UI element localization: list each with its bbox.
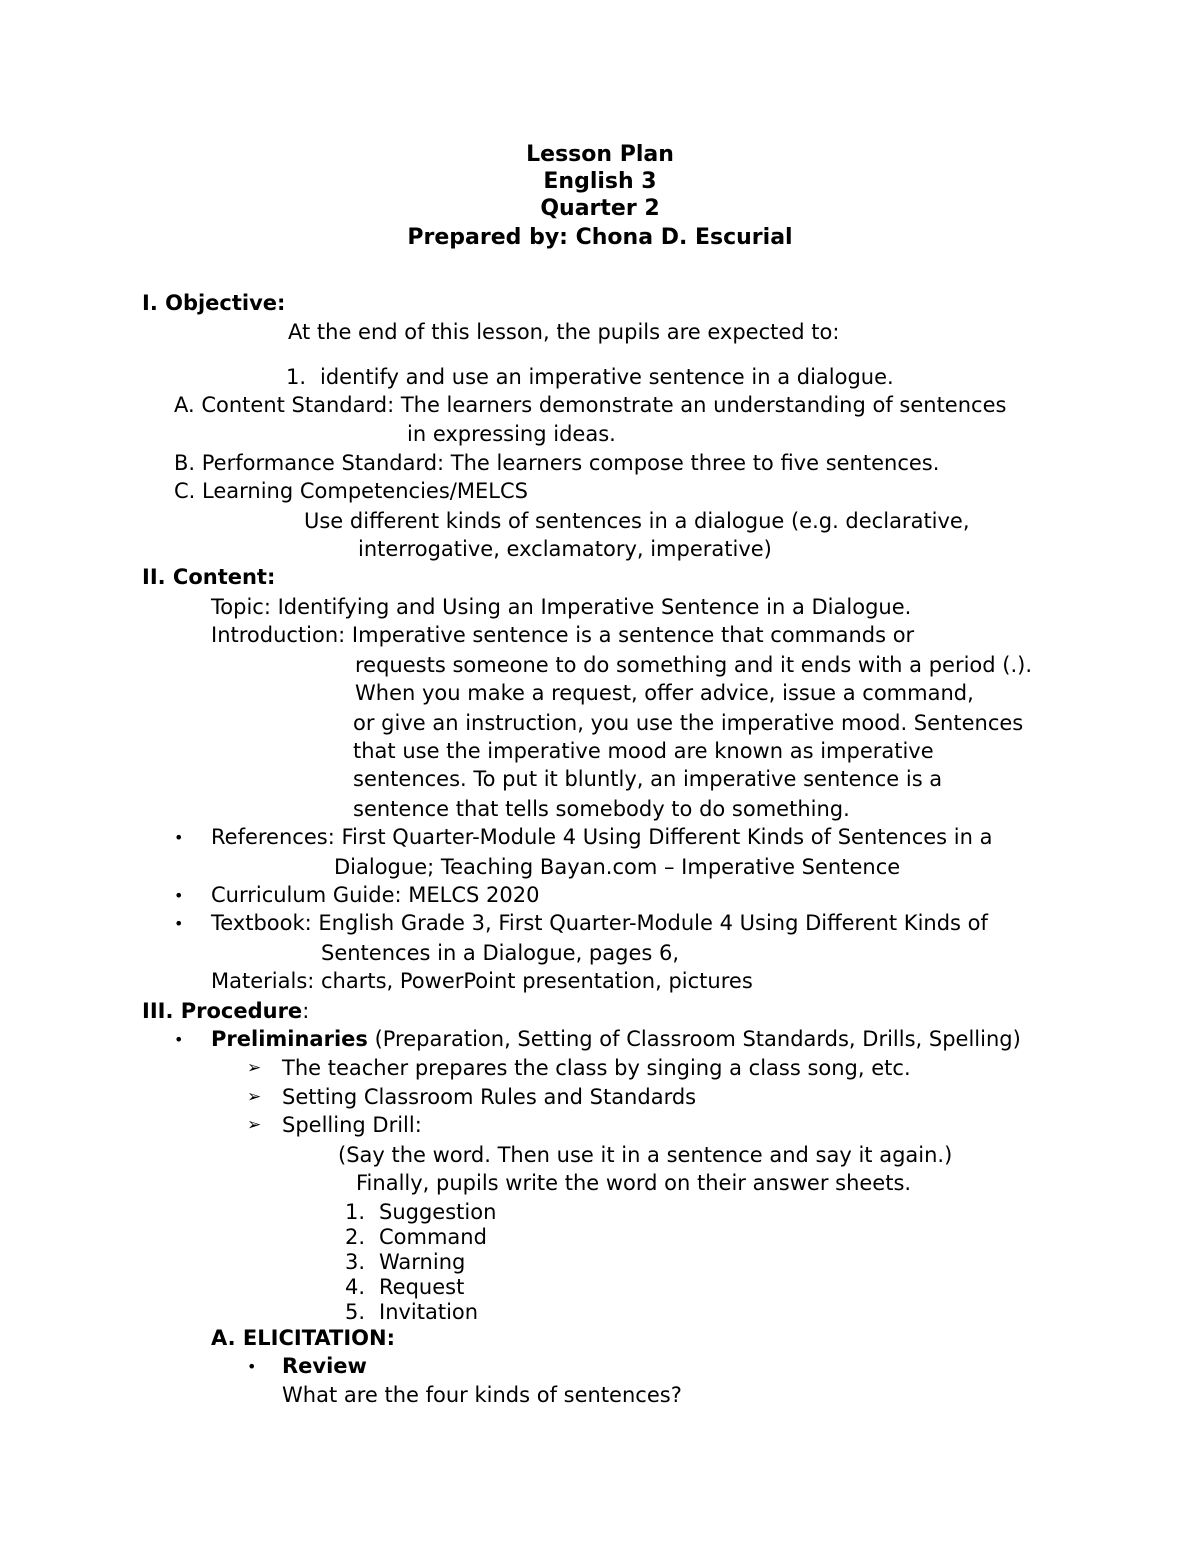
procedure-heading-colon: : (302, 999, 310, 1023)
textbook-line2: Sentences in a Dialogue, pages 6, (321, 941, 680, 965)
preliminaries-label: Preliminaries (211, 1027, 368, 1051)
introduction-line6: sentences. To put it bluntly, an imperative sentence is a (353, 767, 943, 791)
references-line2: Dialogue; Teaching Bayan.com – Imperative Sentence (334, 855, 901, 879)
arrow-bullet-icon: ➢ (247, 1115, 262, 1135)
content-standard-line2: in expressing ideas. (407, 422, 616, 446)
word-number: 3. (345, 1250, 366, 1274)
spelling-word: Invitation (379, 1300, 479, 1324)
references-line1: References: First Quarter-Module 4 Using Different Kinds of Sentences in a (211, 825, 993, 849)
preliminaries-detail: (Preparation, Setting of Classroom Standards, Drills, Spelling) (367, 1027, 1021, 1051)
curriculum-guide: Curriculum Guide: MELCS 2020 (211, 883, 540, 907)
topic-line: Topic: Identifying and Using an Imperative Sentence in a Dialogue. (211, 595, 912, 619)
introduction-line4: or give an instruction, you use the imperative mood. Sentences (353, 711, 1024, 735)
introduction-line7: sentence that tells somebody to do something. (353, 797, 850, 821)
bullet-icon: • (174, 914, 184, 933)
arrow-bullet-icon: ➢ (247, 1087, 262, 1107)
elicitation-heading: A. ELICITATION: (211, 1326, 395, 1350)
procedure-heading (142, 998, 309, 1024)
document-title: Lesson Plan (526, 142, 674, 167)
quarter-line: Quarter 2 (540, 196, 660, 221)
performance-standard: B. Performance Standard: The learners compose three to five sentences. (174, 451, 940, 475)
preliminaries-line (211, 1026, 1021, 1052)
procedure-step: The teacher prepares the class by singing a class song, etc. (282, 1056, 911, 1080)
subject-line: English 3 (543, 169, 657, 194)
content-standard-line1: A. Content Standard: The learners demonstrate an understanding of sentences (174, 393, 1007, 417)
arrow-bullet-icon: ➢ (247, 1058, 262, 1078)
spelling-word: Warning (379, 1250, 466, 1274)
learning-competencies: C. Learning Competencies/MELCS (174, 479, 528, 503)
objective-item-text: identify and use an imperative sentence in a dialogue. (320, 365, 894, 389)
competency-detail-line1: Use different kinds of sentences in a dialogue (e.g. declarative, (304, 509, 970, 533)
materials-line: Materials: charts, PowerPoint presentation, pictures (211, 969, 753, 993)
bullet-icon: • (247, 1357, 257, 1376)
word-number: 5. (345, 1300, 366, 1324)
introduction-line2: requests someone to do something and it ends with a period (.). (355, 653, 1033, 677)
word-number: 2. (345, 1225, 366, 1249)
spelling-word: Command (379, 1225, 487, 1249)
textbook-line1: Textbook: English Grade 3, First Quarter-Module 4 Using Different Kinds of (211, 911, 988, 935)
procedure-step: Setting Classroom Rules and Standards (282, 1085, 697, 1109)
bullet-icon: • (174, 828, 184, 847)
procedure-step: Spelling Drill: (282, 1113, 422, 1137)
prepared-by-line: Prepared by: Chona D. Escurial (407, 225, 793, 250)
procedure-heading-text: III. Procedure (142, 999, 303, 1023)
objective-intro: At the end of this lesson, the pupils are expected to: (288, 320, 840, 344)
competency-detail-line2: interrogative, exclamatory, imperative) (358, 537, 772, 561)
bullet-icon: • (174, 886, 184, 905)
drill-instruction-line1: (Say the word. Then use it in a sentence and say it again.) (338, 1143, 953, 1167)
introduction-line1: Introduction: Imperative sentence is a sentence that commands or (211, 623, 915, 647)
introduction-line5: that use the imperative mood are known as imperative (353, 739, 934, 763)
content-heading: II. Content: (142, 565, 276, 589)
word-number: 4. (345, 1275, 366, 1299)
objective-item-number: 1. (286, 365, 307, 389)
review-label: Review (282, 1354, 367, 1378)
review-question: What are the four kinds of sentences? (282, 1383, 682, 1407)
objective-heading: I. Objective: (142, 291, 286, 315)
spelling-word: Suggestion (379, 1200, 497, 1224)
drill-instruction-line2: Finally, pupils write the word on their answer sheets. (356, 1171, 912, 1195)
spelling-word: Request (379, 1275, 465, 1299)
introduction-line3: When you make a request, offer advice, issue a command, (355, 681, 974, 705)
bullet-icon: • (174, 1030, 184, 1049)
word-number: 1. (345, 1200, 366, 1224)
